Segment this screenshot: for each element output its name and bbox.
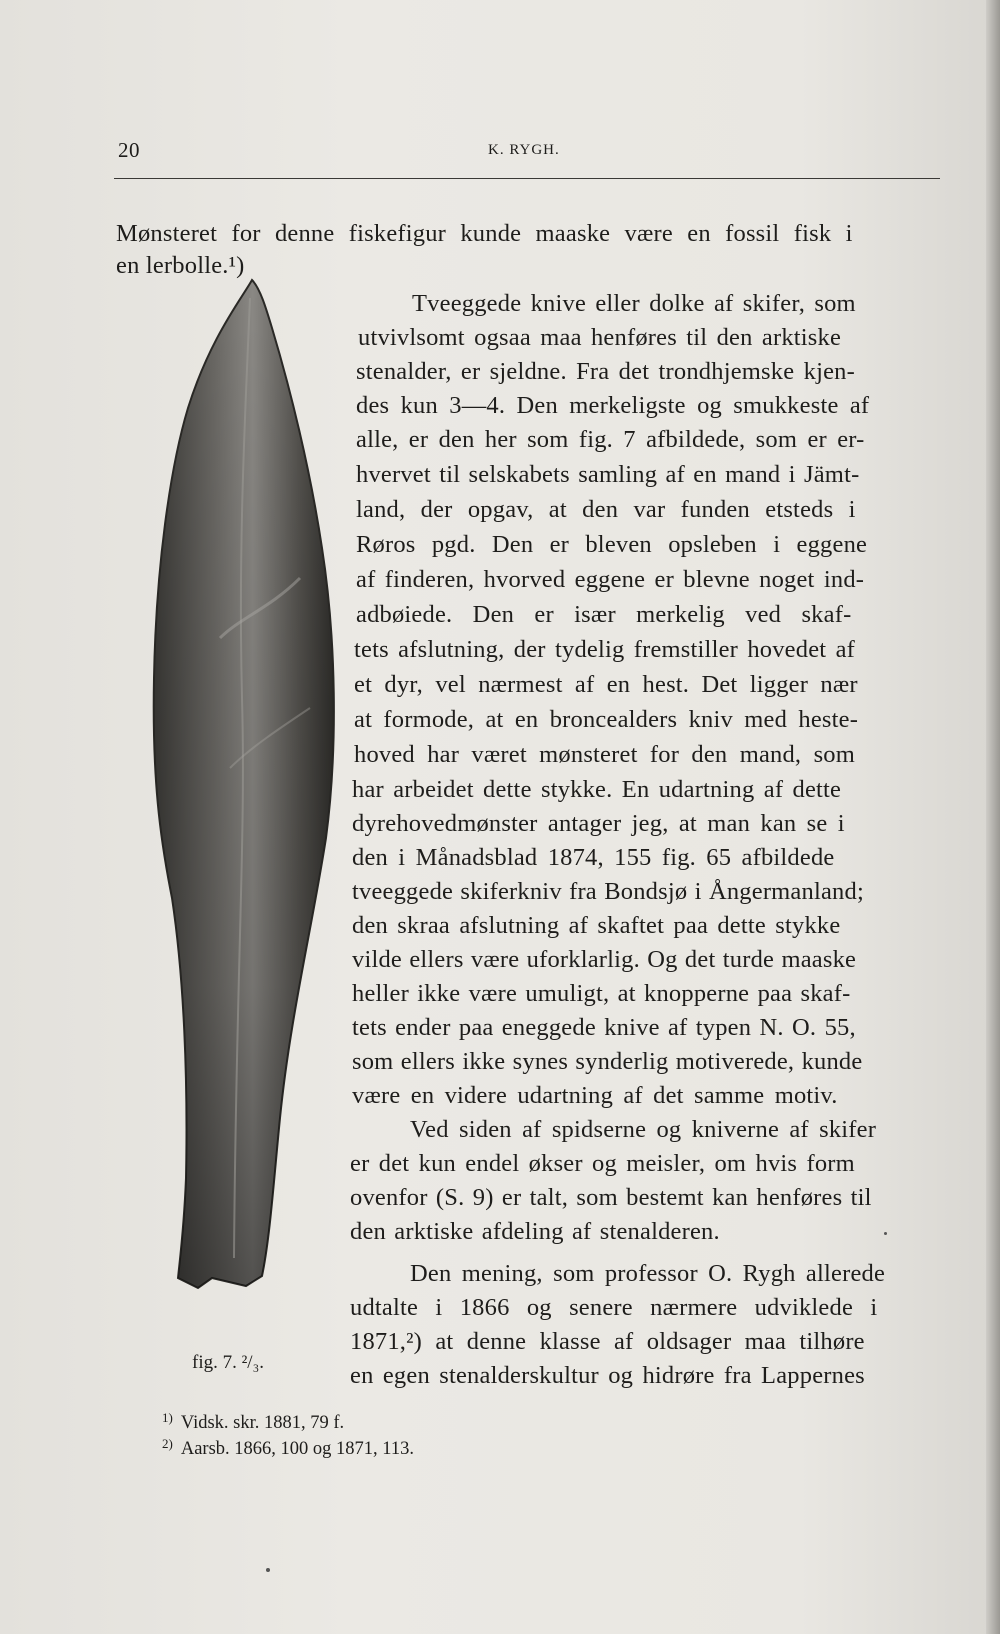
text-line: des kun 3—4. Den merkeligste og smukkeste af — [356, 392, 870, 419]
text-line: at formode, at en broncealders kniv med heste- — [354, 706, 859, 733]
header-rule — [114, 178, 940, 179]
text-line: land, der opgav, at den var funden etsteds i — [356, 496, 856, 523]
text-line: en egen stenalderskultur og hidrøre fra Lappernes — [350, 1362, 865, 1389]
text-line: adbøiede. Den er især merkelig ved skaf- — [356, 601, 852, 628]
text-line: hoved har været mønsteret for den mand, som — [354, 741, 856, 768]
text-line: den skraa afslutning af skaftet paa dette stykke — [352, 912, 841, 939]
text-line: tets afslutning, der tydelig fremstiller hovedet af — [354, 636, 856, 663]
text-line: tets ender paa eneggede knive af typen N. O. 55, — [352, 1014, 856, 1041]
text-line: Røros pgd. Den er bleven opsleben i eggene — [356, 531, 868, 558]
text-line: den i Månadsblad 1874, 155 fig. 65 afbildede — [352, 844, 835, 871]
text-line: Den mening, som professor O. Rygh allerede — [410, 1260, 886, 1287]
text-line: alle, er den her som fig. 7 afbildede, som er er- — [356, 426, 865, 453]
footnote — [162, 1410, 344, 1434]
text-line: vilde ellers være uforklarlig. Og det turde maaske — [352, 946, 857, 973]
text-line: den arktiske afdeling af stenalderen. — [350, 1218, 720, 1245]
text-line: er det kun endel økser og meisler, om hvis form — [350, 1150, 855, 1177]
footnote-mark: 1) — [162, 1410, 173, 1425]
knife-illustration — [150, 278, 340, 1338]
page-header — [110, 138, 930, 172]
page-edge — [986, 0, 1000, 1634]
text-line: hvervet til selskabets samling af en mand i Jämt- — [356, 461, 860, 488]
footnote-mark: 2) — [162, 1436, 173, 1451]
text-line: en lerbolle.¹) — [116, 252, 245, 279]
footnote-text: Vidsk. skr. 1881, 79 f. — [180, 1413, 345, 1433]
text-line: ovenfor (S. 9) er talt, som bestemt kan henføres til — [350, 1184, 872, 1211]
figure-knife — [150, 278, 340, 1338]
text-line: Mønsteret for denne fiskefigur kunde maaske være en fossil fisk i — [116, 220, 853, 247]
footnote-text: Aarsb. 1866, 100 og 1871, 113. — [180, 1439, 414, 1459]
text-line: være en videre udartning af det samme motiv. — [352, 1082, 838, 1109]
text-line: af finderen, hvorved eggene er blevne noget ind- — [356, 566, 865, 593]
text-line: et dyr, vel nærmest af en hest. Det ligger nær — [354, 671, 858, 698]
figure-caption: fig. 7. ²/₃. — [192, 1352, 264, 1373]
running-head: K. RYGH. — [488, 142, 560, 158]
text-line: stenalder, er sjeldne. Fra det trondhjemske kjen- — [356, 358, 855, 385]
text-line: har arbeidet dette stykke. En udartning af dette — [352, 776, 842, 803]
print-speck — [266, 1568, 270, 1572]
page-number: 20 — [118, 138, 140, 162]
text-line: 1871,²) at denne klasse af oldsager maa tilhøre — [350, 1328, 865, 1355]
print-speck — [884, 1232, 887, 1235]
text-line: Tveeggede knive eller dolke af skifer, som — [412, 290, 856, 317]
text-line: udtalte i 1866 og senere nærmere udviklede i — [350, 1294, 878, 1321]
text-line: tveeggede skiferkniv fra Bondsjø i Ångermanland; — [352, 878, 864, 905]
text-line: utvivlsomt ogsaa maa henføres til den arktiske — [358, 324, 842, 351]
text-line: heller ikke være umuligt, at knopperne paa skaf- — [352, 980, 851, 1007]
text-line: Ved siden af spidserne og kniverne af skifer — [410, 1116, 877, 1143]
footnote — [162, 1436, 414, 1460]
text-line: som ellers ikke synes synderlig motiverede, kunde — [352, 1048, 863, 1075]
text-line: dyrehovedmønster antager jeg, at man kan se i — [352, 810, 845, 837]
